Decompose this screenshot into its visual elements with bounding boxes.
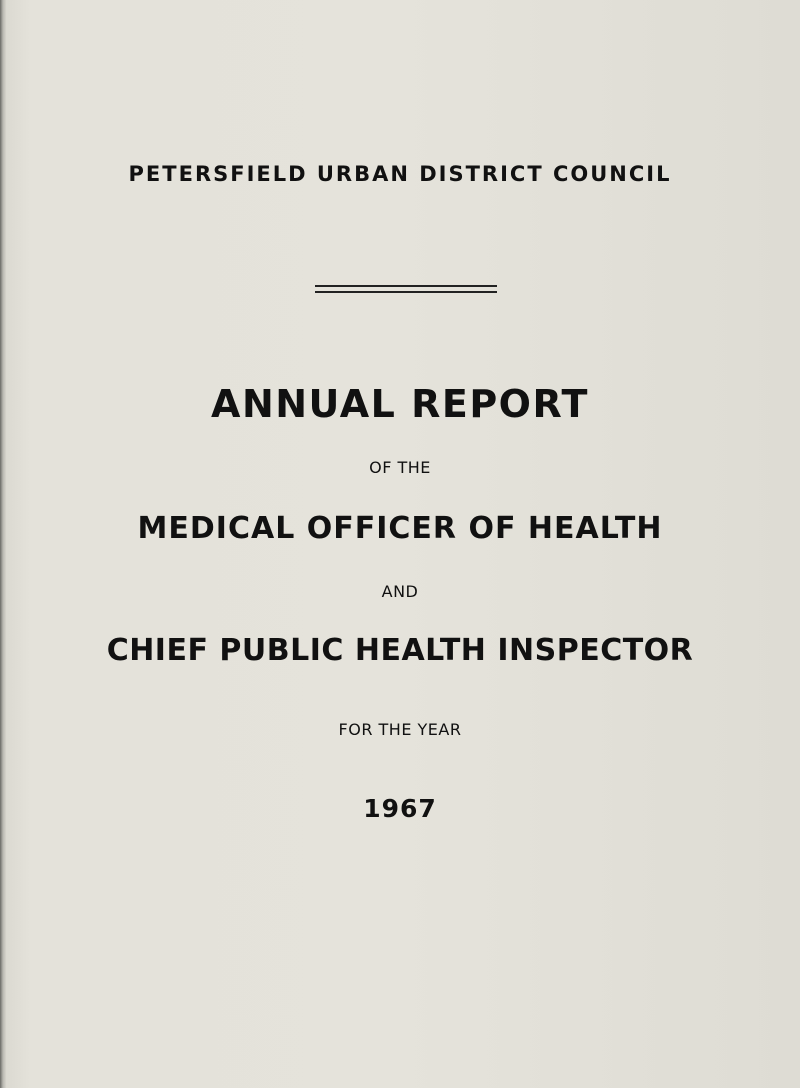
of-the-text: OF THE (369, 458, 431, 477)
report-title: ANNUAL REPORT (211, 382, 589, 426)
chief-inspector-heading: CHIEF PUBLIC HEALTH INSPECTOR (106, 633, 694, 668)
double-rule-bottom (315, 291, 497, 293)
report-year: 1967 (363, 794, 437, 823)
for-the-year-text: FOR THE YEAR (338, 720, 462, 739)
council-name: PETERSFIELD URBAN DISTRICT COUNCIL (128, 162, 672, 186)
double-rule-top (315, 285, 497, 287)
and-text: AND (381, 582, 419, 601)
medical-officer-heading: MEDICAL OFFICER OF HEALTH (137, 511, 663, 546)
